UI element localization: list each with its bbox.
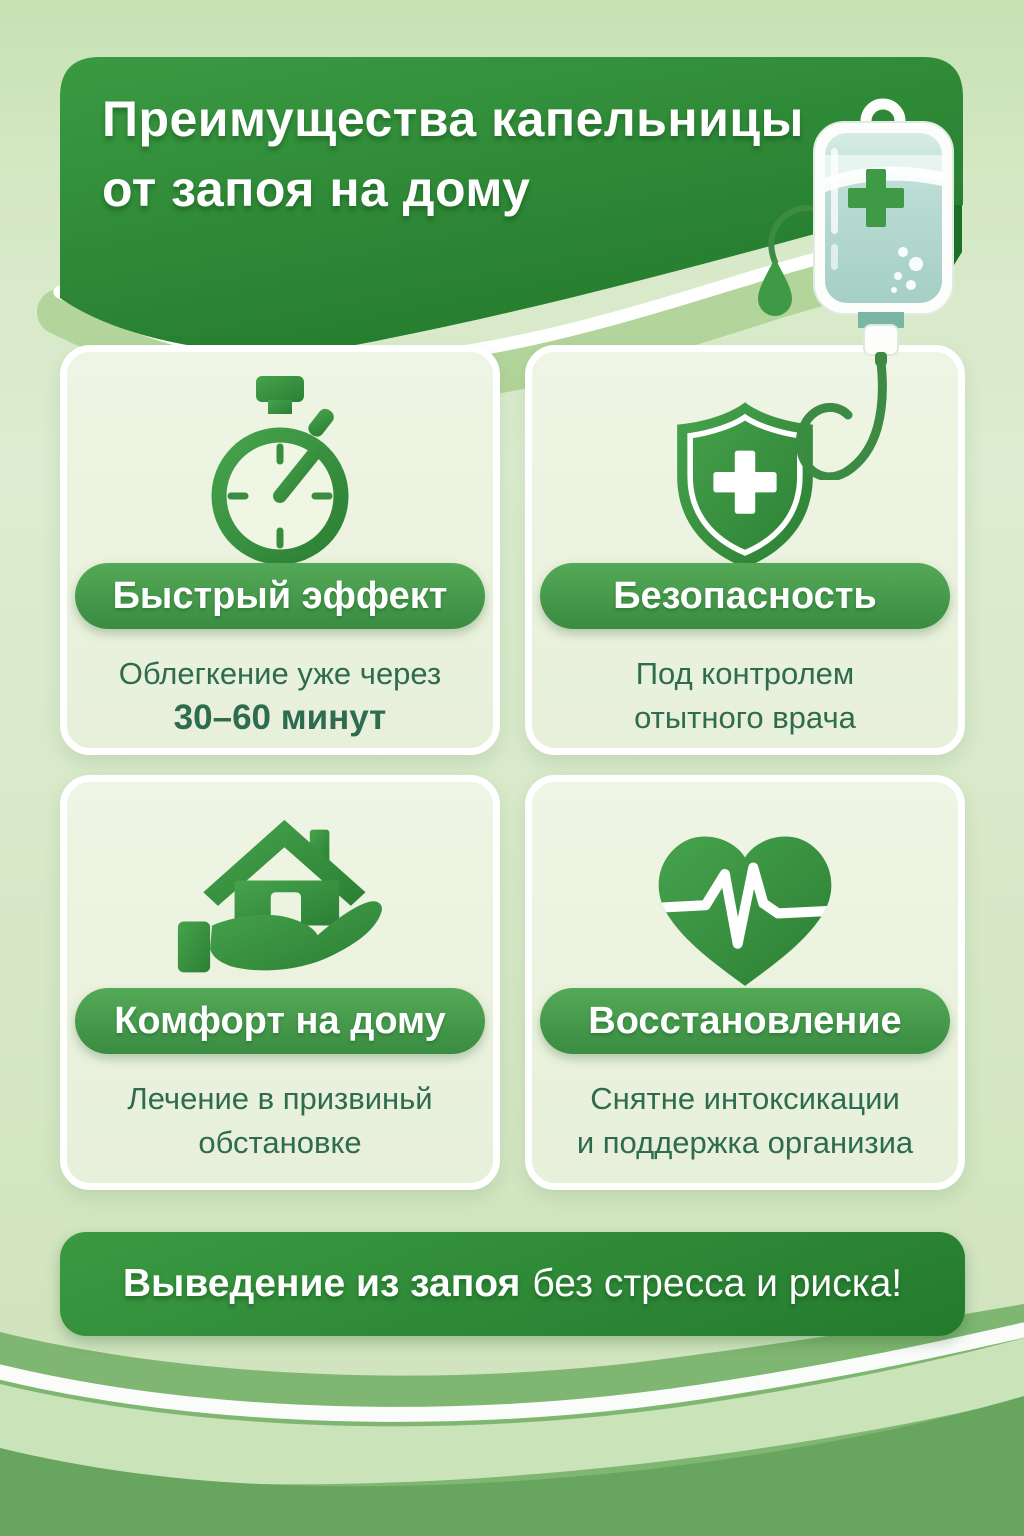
card-subtitle: Под контролем отытного врача xyxy=(634,656,856,735)
footer-banner xyxy=(60,1232,965,1336)
card-title-pill xyxy=(540,988,950,1054)
card-subtitle: Лечение в призвиньй обстановке xyxy=(127,1081,433,1160)
footer-text-regular: без стресса и риска! xyxy=(532,1262,903,1305)
card-title: Восстановление xyxy=(588,999,902,1042)
iv-drip-bag-icon xyxy=(730,80,1024,480)
card-title-pill xyxy=(75,563,485,629)
card-title: Безопасность xyxy=(613,574,877,617)
card-subtitle: Облегкение уже через 30–60 минут xyxy=(118,656,442,737)
card-title-pill xyxy=(540,563,950,629)
iv-tube xyxy=(800,362,882,477)
card-title-pill xyxy=(75,988,485,1054)
drop-icon xyxy=(758,258,792,316)
footer-text-bold: Выведение из запоя xyxy=(122,1262,521,1305)
card-subtitle: Снятне интоксикации и поддержка организиа xyxy=(576,1081,914,1160)
card-title: Комфорт на дому xyxy=(114,999,446,1042)
card-fast-effect xyxy=(60,345,500,755)
card-title: Быстрый эффект xyxy=(112,574,448,617)
house-in-hand-icon xyxy=(67,816,493,988)
card-home-comfort xyxy=(60,775,500,1190)
title-line-1: Преимущества капельницы xyxy=(102,91,804,147)
title-line-2: от запоя на дому xyxy=(102,161,531,217)
card-recovery xyxy=(525,775,965,1190)
stopwatch-icon xyxy=(67,374,493,586)
heart-pulse-icon xyxy=(532,830,958,995)
